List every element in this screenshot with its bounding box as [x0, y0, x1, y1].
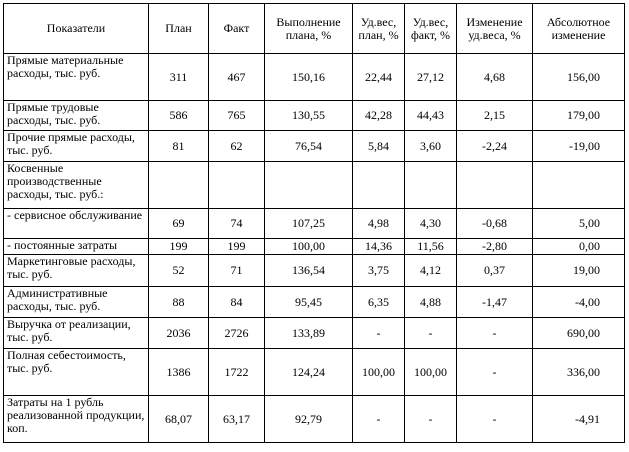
- table-row: [4, 255, 625, 287]
- cell-share-fact: 11,56: [405, 239, 457, 255]
- header-share-plan: Уд.вес, план, %: [353, 4, 405, 54]
- cell-execution: 130,55: [265, 101, 353, 131]
- row-name: - сервисное обслуживание: [4, 209, 149, 239]
- cell-share-fact: 4,12: [405, 255, 457, 287]
- header-share-fact: Уд.вес, факт, %: [405, 4, 457, 54]
- cell-share-fact: 4,30: [405, 209, 457, 239]
- cell-share-plan: -: [353, 318, 405, 349]
- table-row: [4, 318, 625, 349]
- cell-plan: 2036: [149, 318, 209, 349]
- cell-plan: 1386: [149, 349, 209, 396]
- row-name: Прямые материальные расходы, тыс. руб.: [4, 54, 149, 101]
- cell-share-fact: 100,00: [405, 349, 457, 396]
- cell-abs-change: [533, 162, 625, 209]
- cell-share-plan: 22,44: [353, 54, 405, 101]
- header-execution: Выполнение плана, %: [265, 4, 353, 54]
- cell-fact: 63,17: [209, 396, 265, 443]
- cell-share-fact: [405, 162, 457, 209]
- cell-share-fact: 3,60: [405, 131, 457, 162]
- cell-share-plan: 6,35: [353, 287, 405, 318]
- cell-plan: 311: [149, 54, 209, 101]
- cell-execution: 136,54: [265, 255, 353, 287]
- cell-fact: 765: [209, 101, 265, 131]
- header-row: [4, 4, 625, 54]
- header-plan: План: [149, 4, 209, 54]
- cell-execution: 76,54: [265, 131, 353, 162]
- table-container: [3, 3, 625, 443]
- row-name: Прочие прямые расходы, тыс. руб.: [4, 131, 149, 162]
- cell-execution: 150,16: [265, 54, 353, 101]
- cell-share-change: -: [457, 318, 533, 349]
- cell-share-fact: 4,88: [405, 287, 457, 318]
- cell-share-change: -1,47: [457, 287, 533, 318]
- row-name: - постоянные затраты: [4, 239, 149, 255]
- cell-plan: 68,07: [149, 396, 209, 443]
- cell-fact: 1722: [209, 349, 265, 396]
- header-share-change: Изменение уд.веса, %: [457, 4, 533, 54]
- table-row: [4, 162, 625, 209]
- cell-plan: 199: [149, 239, 209, 255]
- cell-execution: 124,24: [265, 349, 353, 396]
- cell-abs-change: 336,00: [533, 349, 625, 396]
- cell-share-plan: -: [353, 396, 405, 443]
- cell-execution: 107,25: [265, 209, 353, 239]
- table-row: [4, 396, 625, 443]
- cell-share-change: -2,24: [457, 131, 533, 162]
- cell-share-change: -: [457, 349, 533, 396]
- cell-share-change: -2,80: [457, 239, 533, 255]
- cell-plan: 69: [149, 209, 209, 239]
- cell-abs-change: -4,00: [533, 287, 625, 318]
- cell-fact: 62: [209, 131, 265, 162]
- row-name: Косвенные производственные расходы, тыс. руб.:: [4, 162, 149, 209]
- table-row: [4, 239, 625, 255]
- cell-fact: 71: [209, 255, 265, 287]
- cell-share-fact: -: [405, 396, 457, 443]
- cell-fact: 74: [209, 209, 265, 239]
- cell-share-change: 0,37: [457, 255, 533, 287]
- cell-plan: 81: [149, 131, 209, 162]
- cell-abs-change: 5,00: [533, 209, 625, 239]
- cell-share-plan: 42,28: [353, 101, 405, 131]
- cell-share-plan: 4,98: [353, 209, 405, 239]
- cell-execution: 100,00: [265, 239, 353, 255]
- cell-share-change: [457, 162, 533, 209]
- cell-share-change: -0,68: [457, 209, 533, 239]
- cell-share-plan: 100,00: [353, 349, 405, 396]
- cell-abs-change: 19,00: [533, 255, 625, 287]
- cell-share-change: -: [457, 396, 533, 443]
- cell-fact: 467: [209, 54, 265, 101]
- header-indicator: Показатели: [4, 4, 149, 54]
- row-name: Полная себестоимость, тыс. руб.: [4, 349, 149, 396]
- row-name: Административные расходы, тыс. руб.: [4, 287, 149, 318]
- cell-share-fact: 27,12: [405, 54, 457, 101]
- cell-share-plan: 5,84: [353, 131, 405, 162]
- cell-share-fact: -: [405, 318, 457, 349]
- cell-abs-change: 179,00: [533, 101, 625, 131]
- cell-abs-change: -4,91: [533, 396, 625, 443]
- row-name: Затраты на 1 рубль реализованной продукции, коп.: [4, 396, 149, 443]
- cell-fact: 84: [209, 287, 265, 318]
- cell-execution: 95,45: [265, 287, 353, 318]
- cell-share-plan: 3,75: [353, 255, 405, 287]
- cell-share-fact: 44,43: [405, 101, 457, 131]
- cell-plan: [149, 162, 209, 209]
- table-row: [4, 101, 625, 131]
- table-row: [4, 131, 625, 162]
- cell-fact: 199: [209, 239, 265, 255]
- table-row: [4, 209, 625, 239]
- cell-execution: 133,89: [265, 318, 353, 349]
- cell-abs-change: 156,00: [533, 54, 625, 101]
- cell-share-change: 4,68: [457, 54, 533, 101]
- row-name: Выручка от реализации, тыс. руб.: [4, 318, 149, 349]
- cell-plan: 586: [149, 101, 209, 131]
- cell-fact: [209, 162, 265, 209]
- row-name: Прямые трудовые расходы, тыс. руб.: [4, 101, 149, 131]
- cell-plan: 52: [149, 255, 209, 287]
- table-row: [4, 54, 625, 101]
- cell-share-change: 2,15: [457, 101, 533, 131]
- cell-share-plan: [353, 162, 405, 209]
- cell-execution: 92,79: [265, 396, 353, 443]
- cell-share-plan: 14,36: [353, 239, 405, 255]
- cell-fact: 2726: [209, 318, 265, 349]
- cell-abs-change: 0,00: [533, 239, 625, 255]
- header-fact: Факт: [209, 4, 265, 54]
- cell-plan: 88: [149, 287, 209, 318]
- cell-abs-change: -19,00: [533, 131, 625, 162]
- table-row: [4, 349, 625, 396]
- cell-execution: [265, 162, 353, 209]
- cell-abs-change: 690,00: [533, 318, 625, 349]
- table-row: [4, 287, 625, 318]
- row-name: Маркетинговые расходы, тыс. руб.: [4, 255, 149, 287]
- cost-analysis-table: [3, 3, 625, 443]
- header-abs-change: Абсолютное изменение: [533, 4, 625, 54]
